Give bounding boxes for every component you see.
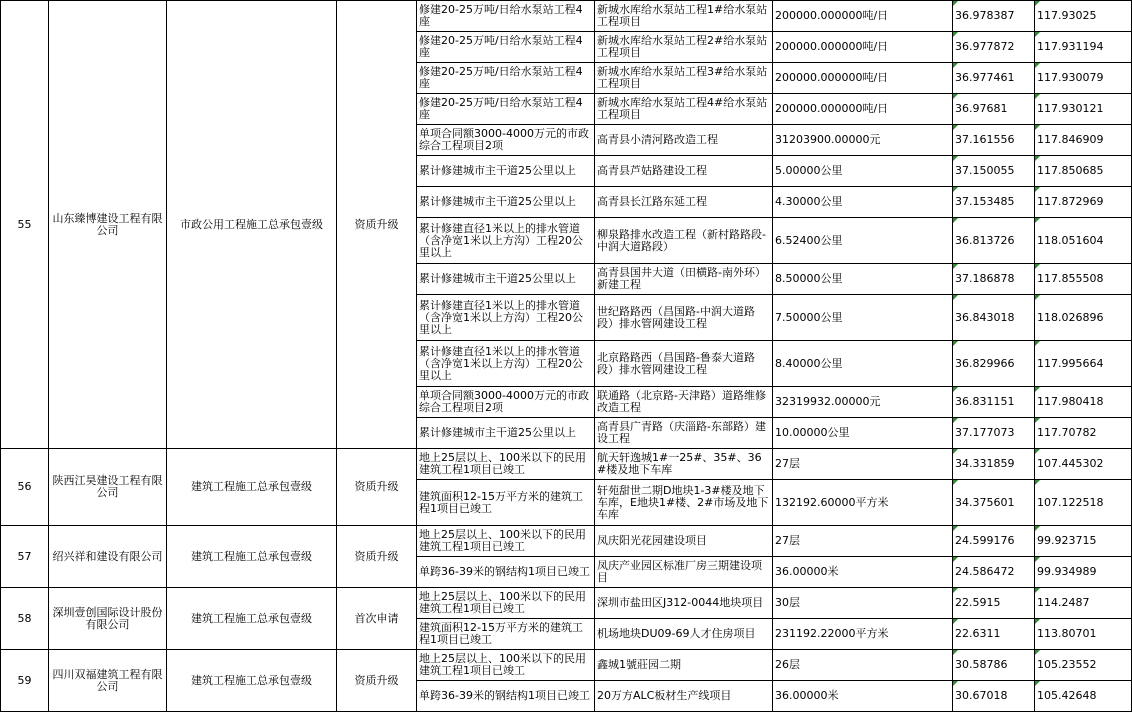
- longitude: [1035, 156, 1132, 187]
- latitude-text: 30.67018: [955, 689, 1008, 702]
- table-row: [1, 650, 1132, 681]
- requirement: [417, 681, 595, 712]
- requirement: [417, 295, 595, 341]
- longitude-text: 117.980418: [1037, 395, 1104, 408]
- longitude: [1035, 1, 1132, 32]
- requirement-text: 建筑面积12-15万平方米的建筑工程1项目已竣工: [419, 622, 583, 646]
- project-scale-text: 30层: [775, 596, 800, 609]
- project-scale-text: 27层: [775, 457, 800, 470]
- project-name-text: 世纪路路西（昌国路-中润大道路段）排水管网建设工程: [597, 305, 755, 330]
- project-name-text: 新城水库给水泵站工程4#给水泵站工程项目: [597, 97, 768, 121]
- longitude: [1035, 218, 1132, 264]
- apply-type-text: 资质升级: [354, 673, 399, 687]
- qualification-name-text: 建筑工程施工总承包壹级: [191, 480, 312, 493]
- qualification-name-text: 建筑工程施工总承包壹级: [191, 549, 312, 563]
- apply-type: [337, 650, 417, 712]
- project-name-text: 新城水库给水泵站工程2#给水泵站工程项目: [597, 35, 768, 59]
- company-name: [49, 526, 167, 588]
- latitude-text: 36.978387: [955, 9, 1015, 22]
- latitude: [953, 480, 1035, 526]
- table-body: [1, 1, 1132, 712]
- latitude: [953, 341, 1035, 387]
- table-row: [1, 588, 1132, 619]
- row-number-text: 57: [17, 549, 32, 563]
- project-scale: [773, 1, 953, 32]
- longitude-text: 117.931194: [1037, 40, 1104, 53]
- row-number: [1, 1, 49, 449]
- project-scale-text: 10.00000公里: [775, 426, 850, 439]
- company-name-text: 深圳壹创国际设计股份有限公司: [52, 605, 163, 631]
- company-name-text: 绍兴祥和建设有限公司: [52, 549, 163, 563]
- requirement-text: 累计修建城市主干道25公里以上: [419, 165, 576, 177]
- project-scale: [773, 588, 953, 619]
- latitude-text: 37.150055: [955, 164, 1015, 177]
- project-name-text: 凤庆产业园区标准厂房三期建设项目: [597, 560, 762, 584]
- requirement-text: 单项合同额3000-4000万元的市政综合工程项目2项: [419, 390, 589, 414]
- latitude-text: 36.977461: [955, 71, 1015, 84]
- requirement: [417, 32, 595, 63]
- row-number: [1, 449, 49, 526]
- apply-type-text: 资质升级: [354, 549, 399, 563]
- requirement: [417, 588, 595, 619]
- company-name-text: 山东臻博建设工程有限公司: [52, 211, 163, 237]
- project-scale: [773, 449, 953, 480]
- longitude-text: 117.850685: [1037, 164, 1104, 177]
- latitude: [953, 449, 1035, 480]
- project-scale: [773, 218, 953, 264]
- project-scale: [773, 341, 953, 387]
- project-scale: [773, 557, 953, 588]
- project-name: [595, 94, 773, 125]
- latitude: [953, 264, 1035, 295]
- latitude: [953, 588, 1035, 619]
- latitude: [953, 557, 1035, 588]
- longitude-text: 117.855508: [1037, 272, 1104, 285]
- requirement: [417, 218, 595, 264]
- project-name-text: 高青县小清河路改造工程: [597, 134, 718, 146]
- latitude-text: 30.58786: [955, 658, 1008, 671]
- longitude-text: 99.934989: [1037, 565, 1097, 578]
- project-scale: [773, 32, 953, 63]
- latitude: [953, 526, 1035, 557]
- latitude: [953, 125, 1035, 156]
- project-scale-text: 5.00000公里: [775, 164, 843, 177]
- project-name: [595, 32, 773, 63]
- longitude: [1035, 264, 1132, 295]
- requirement: [417, 387, 595, 418]
- latitude-text: 36.843018: [955, 310, 1015, 324]
- project-scale: [773, 650, 953, 681]
- longitude: [1035, 387, 1132, 418]
- longitude-text: 114.2487: [1037, 596, 1090, 609]
- requirement-text: 地上25层以上、100米以下的民用建筑工程1项目已竣工: [419, 591, 586, 615]
- qualification-name: [167, 650, 337, 712]
- latitude-text: 24.599176: [955, 534, 1015, 547]
- project-scale: [773, 156, 953, 187]
- project-scale-text: 7.50000公里: [775, 310, 843, 324]
- project-name-text: 柳泉路排水改造工程（新村路路段-中润大道路段）: [597, 228, 766, 253]
- requirement: [417, 125, 595, 156]
- apply-type: [337, 449, 417, 526]
- longitude-text: 107.445302: [1037, 457, 1104, 470]
- project-scale-text: 26层: [775, 658, 800, 671]
- project-scale: [773, 418, 953, 449]
- project-name: [595, 650, 773, 681]
- project-name-text: 凤庆阳光花园建设项目: [597, 535, 707, 547]
- requirement: [417, 619, 595, 650]
- longitude: [1035, 418, 1132, 449]
- project-name: [595, 341, 773, 387]
- project-name: [595, 619, 773, 650]
- project-name: [595, 480, 773, 526]
- project-name: [595, 125, 773, 156]
- latitude-text: 36.829966: [955, 356, 1015, 370]
- project-name-text: 联通路（北京路-天津路）道路维修改造工程: [597, 390, 766, 414]
- project-name-text: 新城水库给水泵站工程3#给水泵站工程项目: [597, 66, 768, 90]
- project-scale: [773, 681, 953, 712]
- row-number: [1, 526, 49, 588]
- project-name-text: 机场地块DU09-69人才住房项目: [597, 628, 756, 640]
- project-name: [595, 681, 773, 712]
- longitude: [1035, 32, 1132, 63]
- requirement-text: 单跨36-39米的钢结构1项目已竣工: [419, 566, 590, 578]
- latitude-text: 36.97681: [955, 102, 1008, 115]
- longitude: [1035, 681, 1132, 712]
- longitude-text: 117.70782: [1037, 426, 1097, 439]
- company-name: [49, 449, 167, 526]
- requirement-text: 累计修建直径1米以上的排水管道（含净宽1米以上方沟）工程20公里以上: [419, 222, 583, 259]
- apply-type: [337, 1, 417, 449]
- longitude: [1035, 125, 1132, 156]
- project-scale: [773, 295, 953, 341]
- latitude-text: 34.375601: [955, 495, 1015, 509]
- apply-type-text: 资质升级: [354, 480, 399, 493]
- project-scale-text: 31203900.00000元: [775, 133, 881, 146]
- project-scale-text: 132192.60000平方米: [775, 495, 889, 509]
- latitude-text: 37.161556: [955, 133, 1015, 146]
- table-row: [1, 1, 1132, 32]
- longitude-text: 118.051604: [1037, 233, 1104, 247]
- requirement-text: 单跨36-39米的钢结构1项目已竣工: [419, 690, 590, 702]
- latitude: [953, 32, 1035, 63]
- requirement-text: 地上25层以上、100米以下的民用建筑工程1项目已竣工: [419, 653, 586, 677]
- project-name: [595, 588, 773, 619]
- project-scale-text: 231192.22000平方米: [775, 627, 889, 640]
- longitude-text: 117.846909: [1037, 133, 1104, 146]
- project-scale-text: 8.50000公里: [775, 272, 843, 285]
- table-row: [1, 526, 1132, 557]
- company-name: [49, 588, 167, 650]
- apply-type-text: 首次申请: [354, 611, 399, 625]
- row-number: [1, 588, 49, 650]
- project-scale-text: 4.30000公里: [775, 195, 843, 208]
- project-name: [595, 387, 773, 418]
- requirement: [417, 156, 595, 187]
- longitude: [1035, 341, 1132, 387]
- qualification-name-text: 建筑工程施工总承包壹级: [191, 611, 312, 625]
- longitude: [1035, 449, 1132, 480]
- project-name: [595, 264, 773, 295]
- project-name: [595, 557, 773, 588]
- project-name-text: 高青县长江路东延工程: [597, 196, 707, 208]
- latitude-text: 36.977872: [955, 40, 1015, 53]
- project-name: [595, 526, 773, 557]
- latitude: [953, 94, 1035, 125]
- project-name-text: 航天轩逸城1#一25#、35#、36#楼及地下车库: [597, 452, 762, 476]
- latitude: [953, 619, 1035, 650]
- latitude-text: 22.6311: [955, 627, 1001, 640]
- longitude: [1035, 588, 1132, 619]
- requirement: [417, 341, 595, 387]
- requirement-text: 累计修建城市主干道25公里以上: [419, 273, 576, 285]
- project-scale-text: 200000.000000吨/日: [775, 40, 889, 53]
- qualification-name-text: 建筑工程施工总承包壹级: [191, 673, 312, 687]
- longitude-text: 117.995664: [1037, 356, 1104, 370]
- project-scale-text: 32319932.00000元: [775, 395, 881, 408]
- latitude: [953, 681, 1035, 712]
- longitude: [1035, 480, 1132, 526]
- project-scale: [773, 264, 953, 295]
- latitude: [953, 650, 1035, 681]
- project-name: [595, 449, 773, 480]
- project-scale: [773, 94, 953, 125]
- project-scale: [773, 125, 953, 156]
- requirement-text: 单项合同额3000-4000万元的市政综合工程项目2项: [419, 128, 589, 152]
- qualification-name: [167, 588, 337, 650]
- longitude-text: 99.923715: [1037, 534, 1097, 547]
- requirement: [417, 63, 595, 94]
- requirement: [417, 449, 595, 480]
- longitude-text: 107.122518: [1037, 495, 1104, 509]
- longitude-text: 105.42648: [1037, 689, 1097, 702]
- project-name: [595, 156, 773, 187]
- project-scale-text: 36.00000米: [775, 689, 839, 702]
- requirement-text: 地上25层以上、100米以下的民用建筑工程1项目已竣工: [419, 452, 586, 476]
- latitude-text: 34.331859: [955, 457, 1015, 470]
- latitude-text: 24.586472: [955, 565, 1015, 578]
- apply-type: [337, 526, 417, 588]
- project-name-text: 高青县广青路（庆淄路-东部路）建设工程: [597, 421, 766, 445]
- project-scale-text: 200000.000000吨/日: [775, 9, 889, 22]
- requirement: [417, 480, 595, 526]
- longitude: [1035, 619, 1132, 650]
- project-name-text: 深圳市盐田区J312-0044地块项目: [597, 597, 764, 609]
- latitude-text: 37.153485: [955, 195, 1015, 208]
- latitude-text: 37.177073: [955, 426, 1015, 439]
- requirement: [417, 1, 595, 32]
- longitude: [1035, 557, 1132, 588]
- qualification-name: [167, 526, 337, 588]
- latitude: [953, 187, 1035, 218]
- longitude: [1035, 187, 1132, 218]
- company-name: [49, 1, 167, 449]
- project-scale-text: 8.40000公里: [775, 356, 843, 370]
- qualification-name: [167, 1, 337, 449]
- requirement-text: 地上25层以上、100米以下的民用建筑工程1项目已竣工: [419, 529, 586, 553]
- latitude: [953, 387, 1035, 418]
- requirement-text: 累计修建直径1米以上的排水管道（含净宽1米以上方沟）工程20公里以上: [419, 299, 583, 336]
- latitude-text: 36.813726: [955, 233, 1015, 247]
- project-name-text: 20万方ALC板材生产线项目: [597, 690, 732, 702]
- project-name: [595, 295, 773, 341]
- requirement: [417, 94, 595, 125]
- project-name: [595, 1, 773, 32]
- row-number-text: 56: [17, 480, 32, 493]
- requirement: [417, 187, 595, 218]
- table-row: [1, 449, 1132, 480]
- requirement-text: 修建20-25万吨/日给水泵站工程4座: [419, 35, 583, 59]
- project-name-text: 轩苑甜世二期D地块1-3#楼及地下车库，E地块1#楼、2#市场及地下车库: [597, 484, 769, 521]
- apply-type: [337, 588, 417, 650]
- longitude-text: 117.930121: [1037, 102, 1104, 115]
- project-scale: [773, 619, 953, 650]
- project-scale-text: 200000.000000吨/日: [775, 71, 889, 84]
- longitude: [1035, 94, 1132, 125]
- requirement-text: 修建20-25万吨/日给水泵站工程4座: [419, 4, 583, 28]
- latitude: [953, 418, 1035, 449]
- project-scale-text: 27层: [775, 534, 800, 547]
- longitude-text: 117.930079: [1037, 71, 1104, 84]
- requirement: [417, 526, 595, 557]
- latitude: [953, 63, 1035, 94]
- latitude: [953, 295, 1035, 341]
- project-name-text: 北京路路西（昌国路-鲁泰大道路段）排水管网建设工程: [597, 351, 755, 376]
- requirement-text: 累计修建城市主干道25公里以上: [419, 196, 576, 208]
- qualification-name-text: 市政公用工程施工总承包壹级: [180, 217, 323, 231]
- qualification-name: [167, 449, 337, 526]
- project-scale: [773, 63, 953, 94]
- requirement: [417, 557, 595, 588]
- project-scale: [773, 187, 953, 218]
- longitude-text: 113.80701: [1037, 627, 1097, 640]
- project-scale-text: 6.52400公里: [775, 233, 843, 247]
- apply-type-text: 资质升级: [354, 217, 399, 231]
- row-number: [1, 650, 49, 712]
- latitude: [953, 156, 1035, 187]
- latitude: [953, 218, 1035, 264]
- project-name: [595, 418, 773, 449]
- longitude-text: 117.872969: [1037, 195, 1104, 208]
- longitude-text: 118.026896: [1037, 310, 1104, 324]
- longitude: [1035, 526, 1132, 557]
- project-name: [595, 63, 773, 94]
- requirement: [417, 264, 595, 295]
- project-scale-text: 200000.000000吨/日: [775, 102, 889, 115]
- requirement-text: 建筑面积12-15万平方米的建筑工程1项目已竣工: [419, 490, 583, 515]
- latitude: [953, 1, 1035, 32]
- row-number-text: 59: [17, 673, 32, 687]
- project-name-text: 鑫城1號莊园二期: [597, 659, 681, 671]
- company-name-text: 四川双福建筑工程有限公司: [52, 667, 163, 693]
- latitude-text: 37.186878: [955, 272, 1015, 285]
- company-name-text: 陕西江昊建设工程有限公司: [52, 474, 163, 499]
- row-number-text: 55: [17, 217, 32, 231]
- project-scale-text: 36.00000米: [775, 565, 839, 578]
- longitude: [1035, 650, 1132, 681]
- requirement: [417, 418, 595, 449]
- project-scale: [773, 480, 953, 526]
- project-name: [595, 218, 773, 264]
- project-name-text: 新城水库给水泵站工程1#给水泵站工程项目: [597, 4, 768, 28]
- requirement-text: 累计修建直径1米以上的排水管道（含净宽1米以上方沟）工程20公里以上: [419, 345, 583, 382]
- longitude-text: 105.23552: [1037, 658, 1097, 671]
- requirement-text: 修建20-25万吨/日给水泵站工程4座: [419, 97, 583, 121]
- project-name: [595, 187, 773, 218]
- project-scale: [773, 387, 953, 418]
- longitude-text: 117.93025: [1037, 9, 1097, 22]
- requirement: [417, 650, 595, 681]
- row-number-text: 58: [17, 611, 32, 625]
- requirement-text: 累计修建城市主干道25公里以上: [419, 427, 576, 439]
- requirement-text: 修建20-25万吨/日给水泵站工程4座: [419, 66, 583, 90]
- latitude-text: 22.5915: [955, 596, 1001, 609]
- project-name-text: 高青县芦姑路建设工程: [597, 165, 707, 177]
- latitude-text: 36.831151: [955, 395, 1015, 408]
- longitude: [1035, 295, 1132, 341]
- project-name-text: 高青县国井大道（田横路-南外环）新建工程: [597, 267, 766, 291]
- company-name: [49, 650, 167, 712]
- longitude: [1035, 63, 1132, 94]
- project-scale: [773, 526, 953, 557]
